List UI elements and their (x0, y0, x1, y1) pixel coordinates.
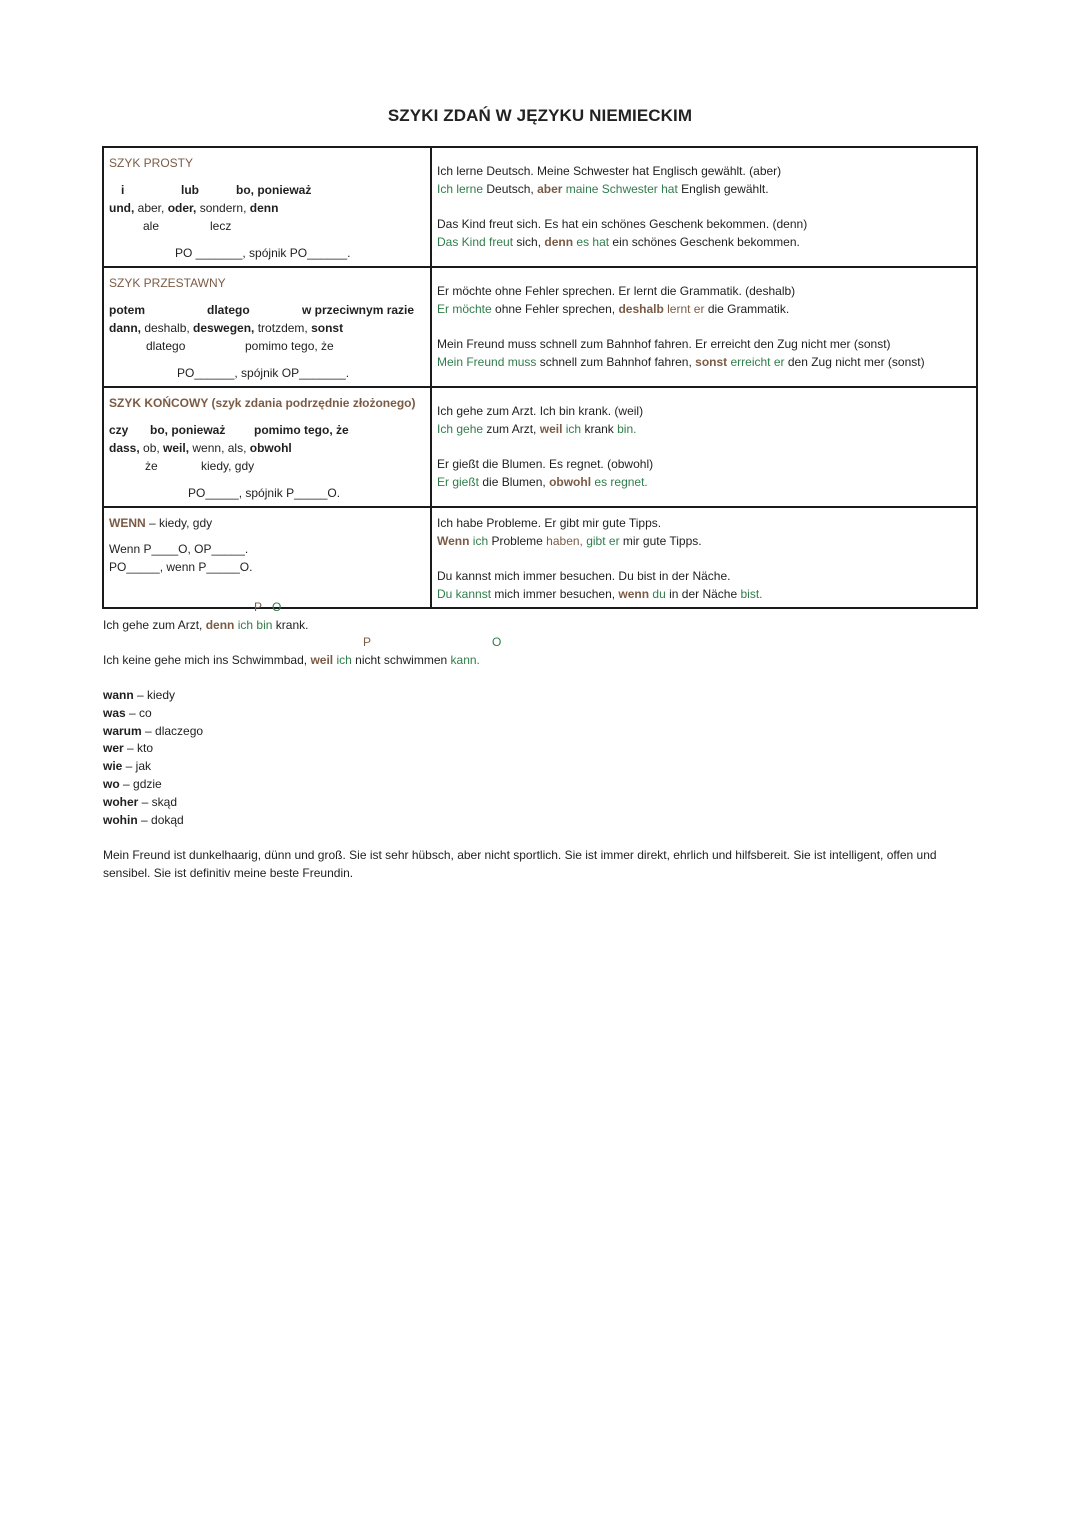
rule-cell (103, 387, 431, 507)
page-title: SZYKI ZDAŃ W JĘZYKU NIEMIECKIM (387, 106, 693, 125)
example-sentence-2: Ich keine gehe mich ins Schwimmbad, weil ich nicht schwimmen kann. (103, 653, 480, 667)
list-item: wo – gdzie (103, 776, 162, 791)
example-answer: Ich lerne Deutsch, aber maine Schwester hat English gewählt. (437, 182, 769, 196)
section-heading: WENN – kiedy, gdy (109, 516, 213, 530)
pattern: PO______, spójnik OP_______. (177, 366, 350, 380)
table-row (103, 267, 977, 387)
pattern: PO_____, wenn P_____O. (109, 560, 253, 574)
predicate-mark: P (254, 600, 263, 614)
list-item: wann – kiedy (103, 688, 176, 702)
object-mark: O (492, 635, 502, 649)
example-answer: Er möchte ohne Fehler sprechen, deshalb lernt er die Grammatik. (437, 302, 790, 316)
list-item: wohin – dokąd (103, 812, 184, 827)
polish-conjunctions-2: że kiedy, gdy (145, 459, 255, 473)
example-question: Ich gehe zum Arzt. Ich bin krank. (weil) (437, 404, 644, 418)
example-answer: Mein Freund muss schnell zum Bahnhof fahren, sonst erreicht er den Zug nicht mer (sonst) (437, 355, 925, 369)
polish-conjunctions-2: dlatego pomimo tego, że (146, 339, 334, 353)
example-answer: Wenn ich Probleme haben, gibt er mir gute Tipps. (437, 534, 702, 548)
example-cell (431, 387, 977, 507)
section-heading: SZYK PRZESTAWNY (109, 276, 226, 290)
example-sentence-1: Ich gehe zum Arzt, denn ich bin krank. (103, 618, 309, 632)
list-item: warum – dlaczego (103, 723, 204, 738)
list-item: wie – jak (103, 759, 152, 774)
rule-cell (103, 507, 431, 608)
pattern: Wenn P____O, OP_____. (109, 542, 249, 556)
polish-conjunctions: i lub bo, ponieważ (121, 183, 312, 197)
description-paragraph: Mein Freund ist dunkelhaarig, dünn und groß. Sie ist sehr hübsch, aber nicht sportlich. Sie ist immer direkt, ehrlich und hilfsbereit. Sie ist intelligent, offen und sensibel. Sie ist definitiv meine beste Freundin. (103, 848, 937, 880)
example-answer: Du kannst mich immer besuchen, wenn du in der Näche bist. (437, 587, 763, 601)
example-cell (431, 147, 977, 267)
table-row (103, 147, 977, 267)
rule-cell (103, 267, 431, 387)
german-conjunctions: und, aber, oder, sondern, denn (109, 201, 279, 215)
list-item: was – co (103, 705, 152, 720)
german-conjunctions: dann, deshalb, deswegen, trotzdem, sonst (109, 321, 344, 335)
polish-conjunctions: czy bo, ponieważ pomimo tego, że (109, 423, 349, 437)
example-answer: Ich gehe zum Arzt, weil ich krank bin. (437, 422, 637, 436)
predicate-mark: P (363, 635, 372, 649)
pattern: PO_____, spójnik P_____O. (188, 486, 341, 500)
list-item: woher – skąd (103, 794, 178, 809)
example-question: Ich habe Probleme. Er gibt mir gute Tipps. (437, 516, 662, 530)
rule-cell (103, 147, 431, 267)
list-item: wer – kto (103, 741, 154, 756)
word-order-table (102, 146, 978, 609)
example-question: Er möchte ohne Fehler sprechen. Er lernt die Grammatik. (deshalb) (437, 284, 796, 298)
example-question: Mein Freund muss schnell zum Bahnhof fahren. Er erreicht den Zug nicht mer (sonst) (437, 337, 891, 351)
section-heading: SZYK KOŃCOWY (szyk zdania podrzędnie złożonego) (109, 396, 416, 410)
pattern: PO _______, spójnik PO______. (175, 246, 351, 260)
german-conjunctions: dass, ob, weil, wenn, als, obwohl (109, 441, 292, 455)
example-cell (431, 507, 977, 608)
polish-conjunctions: potem dlatego w przeciwnym razie (109, 303, 415, 317)
example-answer: Das Kind freut sich, denn es hat ein schönes Geschenk bekommen. (437, 235, 800, 249)
example-answer: Er gießt die Blumen, obwohl es regnet. (437, 475, 648, 489)
example-question: Er gießt die Blumen. Es regnet. (obwohl) (437, 457, 654, 471)
object-mark: O (272, 600, 282, 614)
table-row (103, 387, 977, 507)
example-question: Das Kind freut sich. Es hat ein schönes Geschenk bekommen. (denn) (437, 217, 808, 231)
table-row (103, 507, 977, 608)
question-word-list (103, 687, 203, 829)
section-heading: SZYK PROSTY (109, 156, 194, 170)
polish-conjunctions-2: ale lecz (143, 219, 232, 233)
example-cell (431, 267, 977, 387)
example-question: Du kannst mich immer besuchen. Du bist in der Näche. (437, 569, 731, 583)
example-question: Ich lerne Deutsch. Meine Schwester hat Englisch gewählt. (aber) (437, 164, 782, 178)
